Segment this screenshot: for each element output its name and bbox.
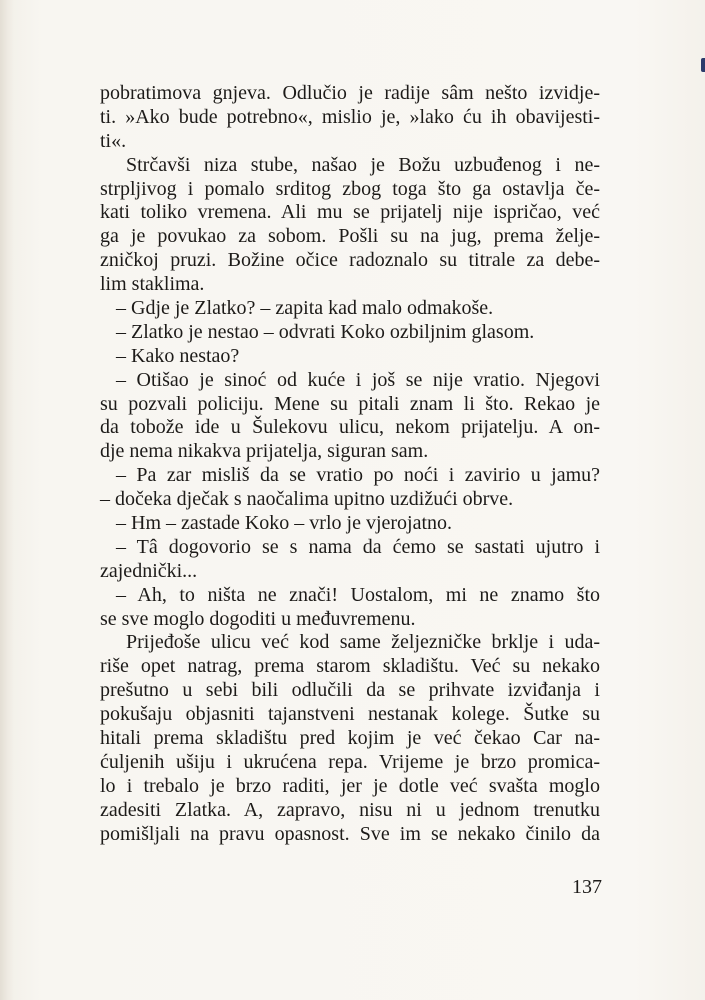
text-line: pomišljali na pravu opasnost. Sve im se nekako činilo da	[100, 822, 600, 845]
text-line: hitali prema skladištu pred kojim je već čekao Car na-	[100, 727, 600, 750]
text-line: dje nema nikakva prijatelja, siguran sam.	[100, 440, 429, 463]
text-line: zadesiti Zlatka. A, zapravo, nisu ni u jednom trenutku	[100, 798, 600, 821]
text-line: kati toliko vremena. Ali mu se prijatelj nije ispričao, već	[100, 201, 600, 224]
text-line: ti. »Ako bude potrebno«, mislio je, »lako ću ih obavijesti-	[100, 105, 600, 128]
dialogue-line: – Gdje je Zlatko? – zapita kad malo odmakoše.	[116, 297, 494, 320]
text-line: pobratimova gnjeva. Odlučio je radije sâm nešto izvidje-	[100, 82, 600, 104]
text-line: zajednički...	[100, 559, 198, 582]
text-line: su pozvali policiju. Mene su pitali znam li što. Rekao je	[100, 392, 600, 415]
text-line: pokušaju objasniti tajanstveni nestanak kolege. Šutke su	[100, 703, 600, 726]
text-line: lo i trebalo je brzo raditi, jer je dotle već svašta moglo	[100, 774, 600, 797]
text-line: ti«.	[100, 129, 127, 152]
text-line: da tobože ide u Šulekovu ulicu, nekom prijatelju. A on-	[100, 416, 600, 439]
dialogue-line: – Zlatko je nestao – odvrati Koko ozbiljnim glasom.	[116, 320, 535, 343]
page-edge-mark	[701, 58, 705, 72]
page-binding-edge	[0, 0, 14, 1000]
text-line: strpljivog i pomalo srditog zbog toga što ga ostavlja če-	[100, 177, 600, 200]
dialogue-line: – Pa zar misliš da se vratio po noći i zavirio u jamu?	[116, 464, 600, 487]
dialogue-line: – Otišao je sinoć od kuće i još se nije vratio. Njegovi	[116, 368, 600, 391]
text-line: zničkoj pruzi. Božine očice radoznalo su titrale za debe-	[100, 249, 600, 272]
page-number: 137	[572, 876, 602, 898]
text-line: riše opet natrag, prema starom skladištu. Već su nekako	[100, 655, 600, 678]
text-line: – dočeka dječak s naočalima upitno uzdižući obrve.	[100, 488, 514, 511]
paragraph-start-line: Prijeđoše ulicu već kod same željezničke brklje i uda-	[126, 631, 600, 654]
paragraph-start-line: Strčavši niza stube, našao je Božu uzbuđenog i ne-	[126, 153, 600, 176]
text-line: prešutno u sebi bili odlučili da se prihvate izviđanja i	[100, 679, 600, 702]
dialogue-line: – Ah, to ništa ne znači! Uostalom, mi ne znamo što	[116, 583, 600, 606]
text-line: ćuljenih ušiju i ukrućena repa. Vrijeme je brzo promica-	[100, 750, 600, 773]
body-text	[100, 82, 600, 847]
text-line: lim staklima.	[100, 273, 205, 296]
dialogue-line: – Hm – zastade Koko – vrlo je vjerojatno.	[116, 512, 453, 535]
text-line: ga je povukao za sobom. Pošli su na jug, prema želje-	[100, 225, 600, 248]
text-line: se sve moglo dogoditi u međuvremenu.	[100, 607, 416, 630]
dialogue-line: – Tâ dogovorio se s nama da ćemo se sastati ujutro i	[116, 535, 600, 558]
dialogue-line: – Kako nestao?	[116, 344, 240, 367]
